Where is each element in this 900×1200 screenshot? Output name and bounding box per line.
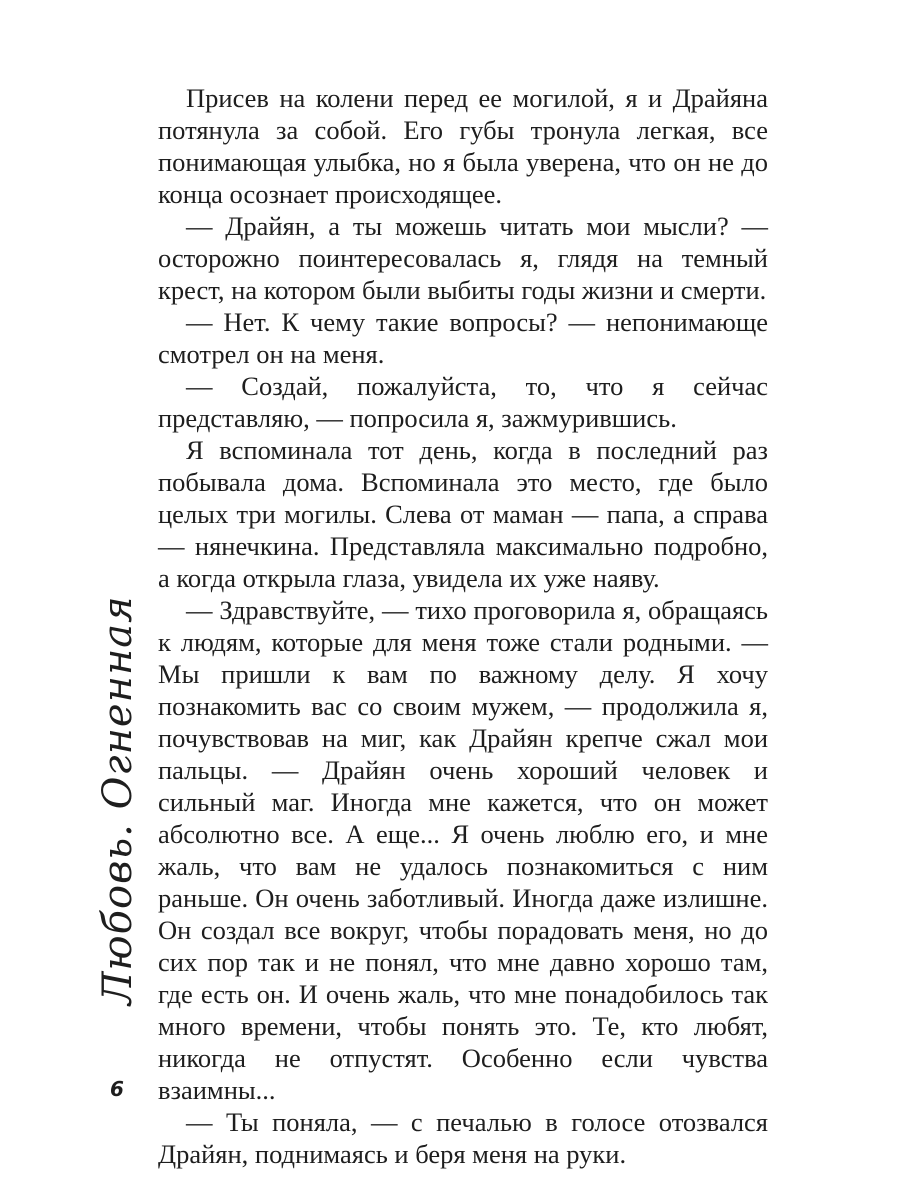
body-text	[158, 82, 768, 1170]
paragraph: Присев на колени перед ее могилой, я и Драйяна потянула за собой. Его губы тронула легкая, все понимающая улыбка, но я была уверена, что он не до конца осознает происходящее.	[158, 83, 768, 209]
running-title: Любовь. Огненная	[95, 595, 141, 1005]
paragraph: — Создай, пожалуйста, то, что я сейчас представляю, — попросила я, зажмурившись.	[158, 371, 768, 433]
paragraph: Я вспоминала тот день, когда в последний раз побывала дома. Вспоминала это место, где было целых три могилы. Слева от маман — папа, а справа — нянечкина. Представляла максимально подробно, а когда открыла глаза, увидела их уже наяву.	[158, 435, 768, 593]
paragraph: — Нет. К чему такие вопросы? — непонимающе смотрел он на меня.	[158, 307, 768, 369]
page-number: 6	[110, 1077, 124, 1101]
paragraph: — Здравствуйте, — тихо проговорила я, обращаясь к людям, которые для меня тоже стали родными. — Мы пришли к вам по важному делу. Я хочу познакомить вас со своим мужем, — продолжила я, почувствовав на миг, как Драйян крепче сжал мои пальцы. — Драйян очень хороший человек и сильный маг. Иногда мне кажется, что он может абсолютно все. А еще... Я очень люблю его, и мне жаль, что вам не удалось познакомиться с ним раньше. Он очень заботливый. Иногда даже излишне. Он создал все вокруг, чтобы порадовать меня, но до сих пор так и не понял, что мне давно хорошо там, где есть он. И очень жаль, что мне понадобилось так много времени, чтобы понять это. Те, кто любят, никогда не отпустят. Особенно если чувства взаимны...	[158, 595, 768, 1105]
paragraph: — Драйян, а ты можешь читать мои мысли? — осторожно поинтересовалась я, глядя на темный крест, на котором были выбиты годы жизни и смерти.	[158, 211, 768, 305]
paragraph: — Ты поняла, — с печалью в голосе отозвался Драйян, поднимаясь и беря меня на руки.	[158, 1107, 768, 1169]
